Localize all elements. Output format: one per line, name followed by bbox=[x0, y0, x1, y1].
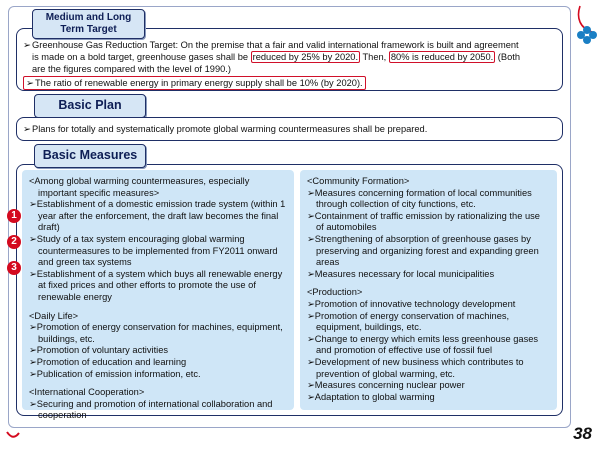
bullet-arrow-icon: ➢ bbox=[307, 233, 315, 244]
bullet-arrow-icon: ➢ bbox=[29, 368, 37, 379]
bullet-arrow-icon: ➢ bbox=[307, 210, 315, 221]
bullet-arrow-icon: ➢ bbox=[307, 268, 315, 279]
list-item: ➢Promotion of energy conservation of machines, equipment, buildings, etc. bbox=[307, 310, 510, 333]
bullet-arrow-icon: ➢ bbox=[23, 124, 31, 134]
list-item: ➢Establishment of a domestic emission trade system (within 1 year after the enforcement, the draft law becomes the final draft) bbox=[29, 199, 286, 233]
number-circle-icon: 2 bbox=[7, 235, 21, 249]
list-item: ➢Containment of traffic emission by rationalizing the use of automobiles bbox=[307, 210, 540, 233]
target-bullet-1: ➢Greenhouse Gas Reduction Target: On the premise that a fair and valid international framework is built and agreement is made on a bold target, greenhouse gases shall be reduced by 25% by 2020. Then, 80% is reduced by 2050. (Both are the figures compared with the level of 1990.) bbox=[23, 40, 521, 74]
group-heading: <Production> bbox=[307, 287, 363, 298]
bullet-arrow-icon: ➢ bbox=[307, 333, 315, 344]
list-item: ➢Change to energy which emits less greenhouse gases and promotion of effective use of fossil fuel bbox=[307, 333, 539, 356]
group-heading: <International Cooperation> bbox=[29, 387, 145, 398]
list-item: ➢Measures concerning nuclear power bbox=[307, 380, 465, 391]
bullet-arrow-icon: ➢ bbox=[26, 78, 34, 88]
plan-title: Basic Plan bbox=[34, 94, 146, 118]
bullet-arrow-icon: ➢ bbox=[307, 310, 315, 321]
list-item: ➢Development of new business which contributes to prevention of global warming, etc. bbox=[307, 356, 524, 379]
list-item: ➢Strengthening of absorption of greenhouse gases by preserving and organizing forest and expanding green areas bbox=[307, 233, 539, 268]
bullet-arrow-icon: ➢ bbox=[307, 356, 315, 367]
measures-title: Basic Measures bbox=[34, 144, 146, 168]
group-heading: <Community Formation> bbox=[307, 176, 410, 186]
measures-box bbox=[16, 164, 563, 421]
highlight-2050: 80% is reduced by 2050. bbox=[390, 52, 494, 62]
measures-left-column bbox=[22, 170, 294, 421]
list-item: ➢Publication of emission information, etc. bbox=[29, 368, 201, 379]
measures-right-column bbox=[300, 170, 557, 410]
list-item: ➢Securing and promotion of international collaboration and cooperation bbox=[29, 398, 273, 421]
list-item: ➢Adaptation to global warming bbox=[307, 391, 435, 402]
number-circle-icon: 3 bbox=[7, 261, 21, 275]
bullet-arrow-icon: ➢ bbox=[307, 380, 315, 391]
highlight-renewable: ➢The ratio of renewable energy in primary energy supply shall be 10% (by 2020). bbox=[23, 76, 366, 90]
bullet-arrow-icon: ➢ bbox=[29, 398, 37, 409]
list-item: ➢Promotion of energy conservation for machines, equipment, buildings, etc. bbox=[29, 322, 283, 344]
list-item: ➢Study of a tax system encouraging global warming countermeasures to be implemented from FY2011 onward and green tax systems bbox=[29, 233, 278, 268]
list-item: ➢Promotion of education and learning bbox=[29, 356, 187, 367]
bullet-arrow-icon: ➢ bbox=[307, 391, 315, 402]
bullet-arrow-icon: ➢ bbox=[307, 298, 315, 309]
corner-mark-icon bbox=[6, 430, 20, 440]
bullet-arrow-icon: ➢ bbox=[29, 268, 37, 279]
list-item: ➢Measures necessary for local municipalities bbox=[307, 268, 495, 279]
highlight-2020: reduced by 25% by 2020. bbox=[252, 52, 359, 62]
list-item: ➢Promotion of voluntary activities bbox=[29, 345, 169, 356]
list-item: ➢Establishment of a system which buys all renewable energy at fixed prices and other efforts to promote the use of renewable energy bbox=[29, 268, 283, 302]
bullet-arrow-icon: ➢ bbox=[23, 40, 31, 50]
page-number: 38 bbox=[573, 424, 592, 443]
target-bullet-2 bbox=[23, 76, 556, 90]
bullet-arrow-icon: ➢ bbox=[29, 322, 37, 333]
target-title: Medium and Long Term Target bbox=[32, 9, 145, 39]
plan-text: Plans for totally and systematically promote global warming countermeasures shall be prepared. bbox=[32, 124, 428, 134]
bullet-arrow-icon: ➢ bbox=[307, 187, 315, 198]
clover-logo-icon bbox=[574, 4, 600, 48]
plan-box bbox=[16, 117, 563, 141]
number-circle-icon: 1 bbox=[7, 209, 21, 223]
bullet-arrow-icon: ➢ bbox=[29, 233, 37, 244]
bullet-arrow-icon: ➢ bbox=[29, 356, 37, 367]
bullet-arrow-icon: ➢ bbox=[29, 345, 37, 356]
group-heading: <Among global warming countermeasures, especially important specific measures> bbox=[29, 176, 250, 198]
bullet-arrow-icon: ➢ bbox=[29, 199, 37, 210]
list-item: ➢Measures concerning formation of local communities through collection of city functions, etc. bbox=[307, 187, 532, 210]
list-item: ➢Promotion of innovative technology development bbox=[307, 298, 516, 309]
group-heading: <Daily Life> bbox=[29, 310, 79, 321]
